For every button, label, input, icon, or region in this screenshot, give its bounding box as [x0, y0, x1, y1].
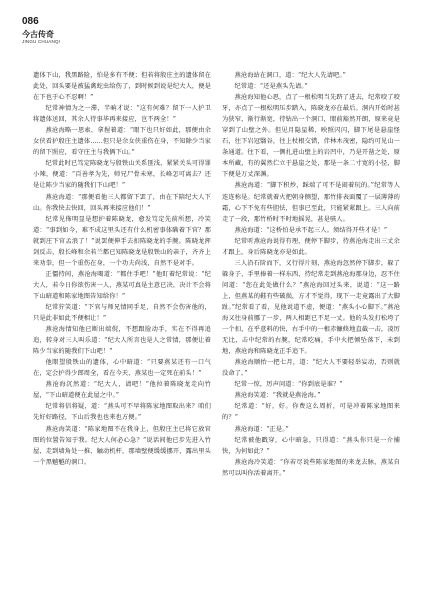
paragraph: 纪常被他戳穿，心中暗急，只得道：“燕头你只是一介捕快，为何如此？” [222, 436, 400, 455]
paragraph: 燕沧海笑道：“我就是燕沧海。” [234, 392, 321, 400]
paragraph: 纪常将信将疑，道：“燕头可不早将陈家地图取出来？咱们先好好路径，下山后我也也来也方便。” [33, 403, 211, 422]
paragraph: 燕沧海知他心思，点了一根松明当先跻了进去，纪常咬了咬牙，亦点了一根松明压步踏入，陈晓龙亦在最后。洞内开始时甚为狭窄，渐行渐宽，待钻出一个洞口，眼前豁然开朗，原来竟是穿到了山壁之外。但见月隐星稀，映照闪闪，脚下尾是悬崖怪石，往下岩冠翳谷，往上杖根交错，伴林木茂密，隐约可见山一条通道。往下看，一侧扎进山壁上的岩凹中，乃是开凿之处，原本所藏，有的翼然伫立于悬崖之处，那是一条二寸宽的小径，脚下便是万丈深渊。 [222, 94, 400, 179]
magazine-pinyin: JINGU CHUANQI [22, 39, 61, 44]
paragraph: 燕沧海顺抬一把七月，道：“纪大人不要轻举妄动，否则就没命了。” [222, 359, 400, 378]
paragraph: 燕沧海笑道：“陈家地图不在我身上，但殷庄主已将它放官图的位置告知于我。纪大人何必心急？”说话间他已步先进入竹屋，走到墙角处一推，触动机杆，那墙壁便缓缓挪开，露出里头一个黑魆魆的洞口。 [33, 425, 211, 466]
paragraph: 燕沧海沉然道：“纪大人，请吧！”他拉着陈晓龙走向竹屋，“下山暗道便在此屋之中。” [33, 381, 211, 400]
paragraph: 纪常道：“好，好。你费这么周折，可是冲着陈家地图来的？” [222, 403, 400, 422]
page-header [22, 16, 60, 45]
paragraph: 燕沧海情知他已断出端倪，不想跟脸动手，实在不得再追追，转身对三人叫乐道：“纪大人所言也是人之常情，那便让着陈少当家的随我们下山吧！” [33, 326, 211, 356]
paragraph: 纪常道：“还是燕头先请。” [234, 83, 308, 91]
paragraph: 遗体下山，我黑路险，怕是多有不便；但若将殷庄主的遗体留在此处，回头要是被猛禽蛇虫给伤了，到时候到说是纪大人，便是在下也于心不忍啊！” [33, 72, 211, 102]
paragraph: 纪常听燕沧海说得有理，便停下脚步，待燕沧海走出三丈余才跟上，身后陈晓龙亦是如此。 [222, 237, 400, 256]
paragraph: 燕沧海道：“脚下积炒，踩端了可不是闹着玩的。”纪常等人连连称是。纪常就着火把朝身侧望，那竹排表面覆了一层薄薄的霜，心下不免有些胆怯，但事已至此，只能紧紧跟上。三人向前走了一段，那竹桥时不时地摇晃，甚是骇人。 [222, 182, 400, 223]
paragraph: 他眼望殷铁山的遗体，心中暗道：“只要燕某还有一口气在，定会护得少郎周全，看在今天，燕某也一定死在前头！” [33, 359, 211, 378]
paragraph: 燕沧海冷笑道：“你若尽说些陈家地图的来龙去脉，燕某自然可以叫你活着离开。” [222, 458, 400, 477]
magazine-title: 今古传奇 [22, 29, 54, 39]
paragraph: 纪常此时已笃定陈晓龙与殷铁山关系匪浅，紧紧关头可得罪小辣，便道：“百善孝为先，师兄尸骨未寒，长峰怎可离去？还是让陈少当家的随我们下山吧！” [33, 160, 211, 190]
paragraph: 纪常见佈明显是想护着陈晓龙，愈发笃定先前所想，冷笑道：“事到如今，难不成这里头还有什么机密事体瞒着下官？那就到庄下官孟浪了！”说罢便伸手去扣陈晓龙的手腕。陈晓龙挥剑反击，殷长峰和余若兰都已知陈晓龙是殷铁山的亲子，齐齐上来劝拳，但一个重伤在身，一个功夫尚浅，自然不是对手。 [33, 215, 211, 267]
paragraph: 燕沧海道：“那便看他三人都留下罢了，由在下陪纪大人下山。你我快去快回，回头再来接应他们！” [33, 193, 211, 212]
paragraph: 纪常一惊，厉声问道：“你到底是谁？” [234, 381, 343, 389]
paragraph: 燕沧海站在洞口，道：“纪大人先请吧。” [234, 72, 346, 79]
paragraph: 正僵持间，燕沧海喝道：“都住手吧！”他盯着纪常说：“纪大人，若今日你欲伤害一人，燕某可真是主意已决，决计不会将下山暗道和陈家地图告知给你！” [33, 270, 211, 300]
right-text-column [222, 70, 400, 585]
paragraph: 纪常狞笑道：“下官与师兄情同手足，自然不会伤害他的，只是此非如此不便相让！” [33, 303, 211, 323]
left-text-column [33, 70, 211, 585]
paragraph: 三人沿石阶而下，又行得片刻，燕沧海忽然停下脚步，躲了躲身子，手里捧着一样东西，待纪常走到燕沧海那身边，忍不住问道：“您在此处做什么？”燕沧海回过头来，说道：“这一路上，但燕某的鞋有些破损，方才不觉得，现下一走竟露出了大脚趾。”纪常看了看，见他说道不虚，便道：“燕头小心脚下。”燕沧海又往身前挪了一步，两人相距已不足一丈。他的头发打松垮了一个扣，在乎意料的快，右手中的一根赤镰倏地直截一击，凌厉无比，击中纪常的右腕，纪常吃痛，手中火把倾坠落下，未到地，燕沧海和陈晓龙正手追下。 [222, 259, 400, 356]
paragraph: 燕沧海略一思索，拿捏着道：“眼下也只好如此，那便由余女侠看护殷庄主遗体……但只是余女侠重伤在身，不知除少当家的留下照应，看守庄主与我俩下山。” [33, 127, 211, 157]
paragraph: 燕沧海道：“正是。” [234, 425, 289, 433]
page-number: 086 [22, 16, 39, 27]
paragraph: 燕沧海道：“这桥怕是承不起三人。须结得开些才是！” [234, 226, 388, 234]
paragraph: 纪常神情为之一滞，半晌才说：“这有何难？留下一人护卫将遗体送回，其余人待事毕再来接应，岂不两全！” [33, 105, 211, 124]
